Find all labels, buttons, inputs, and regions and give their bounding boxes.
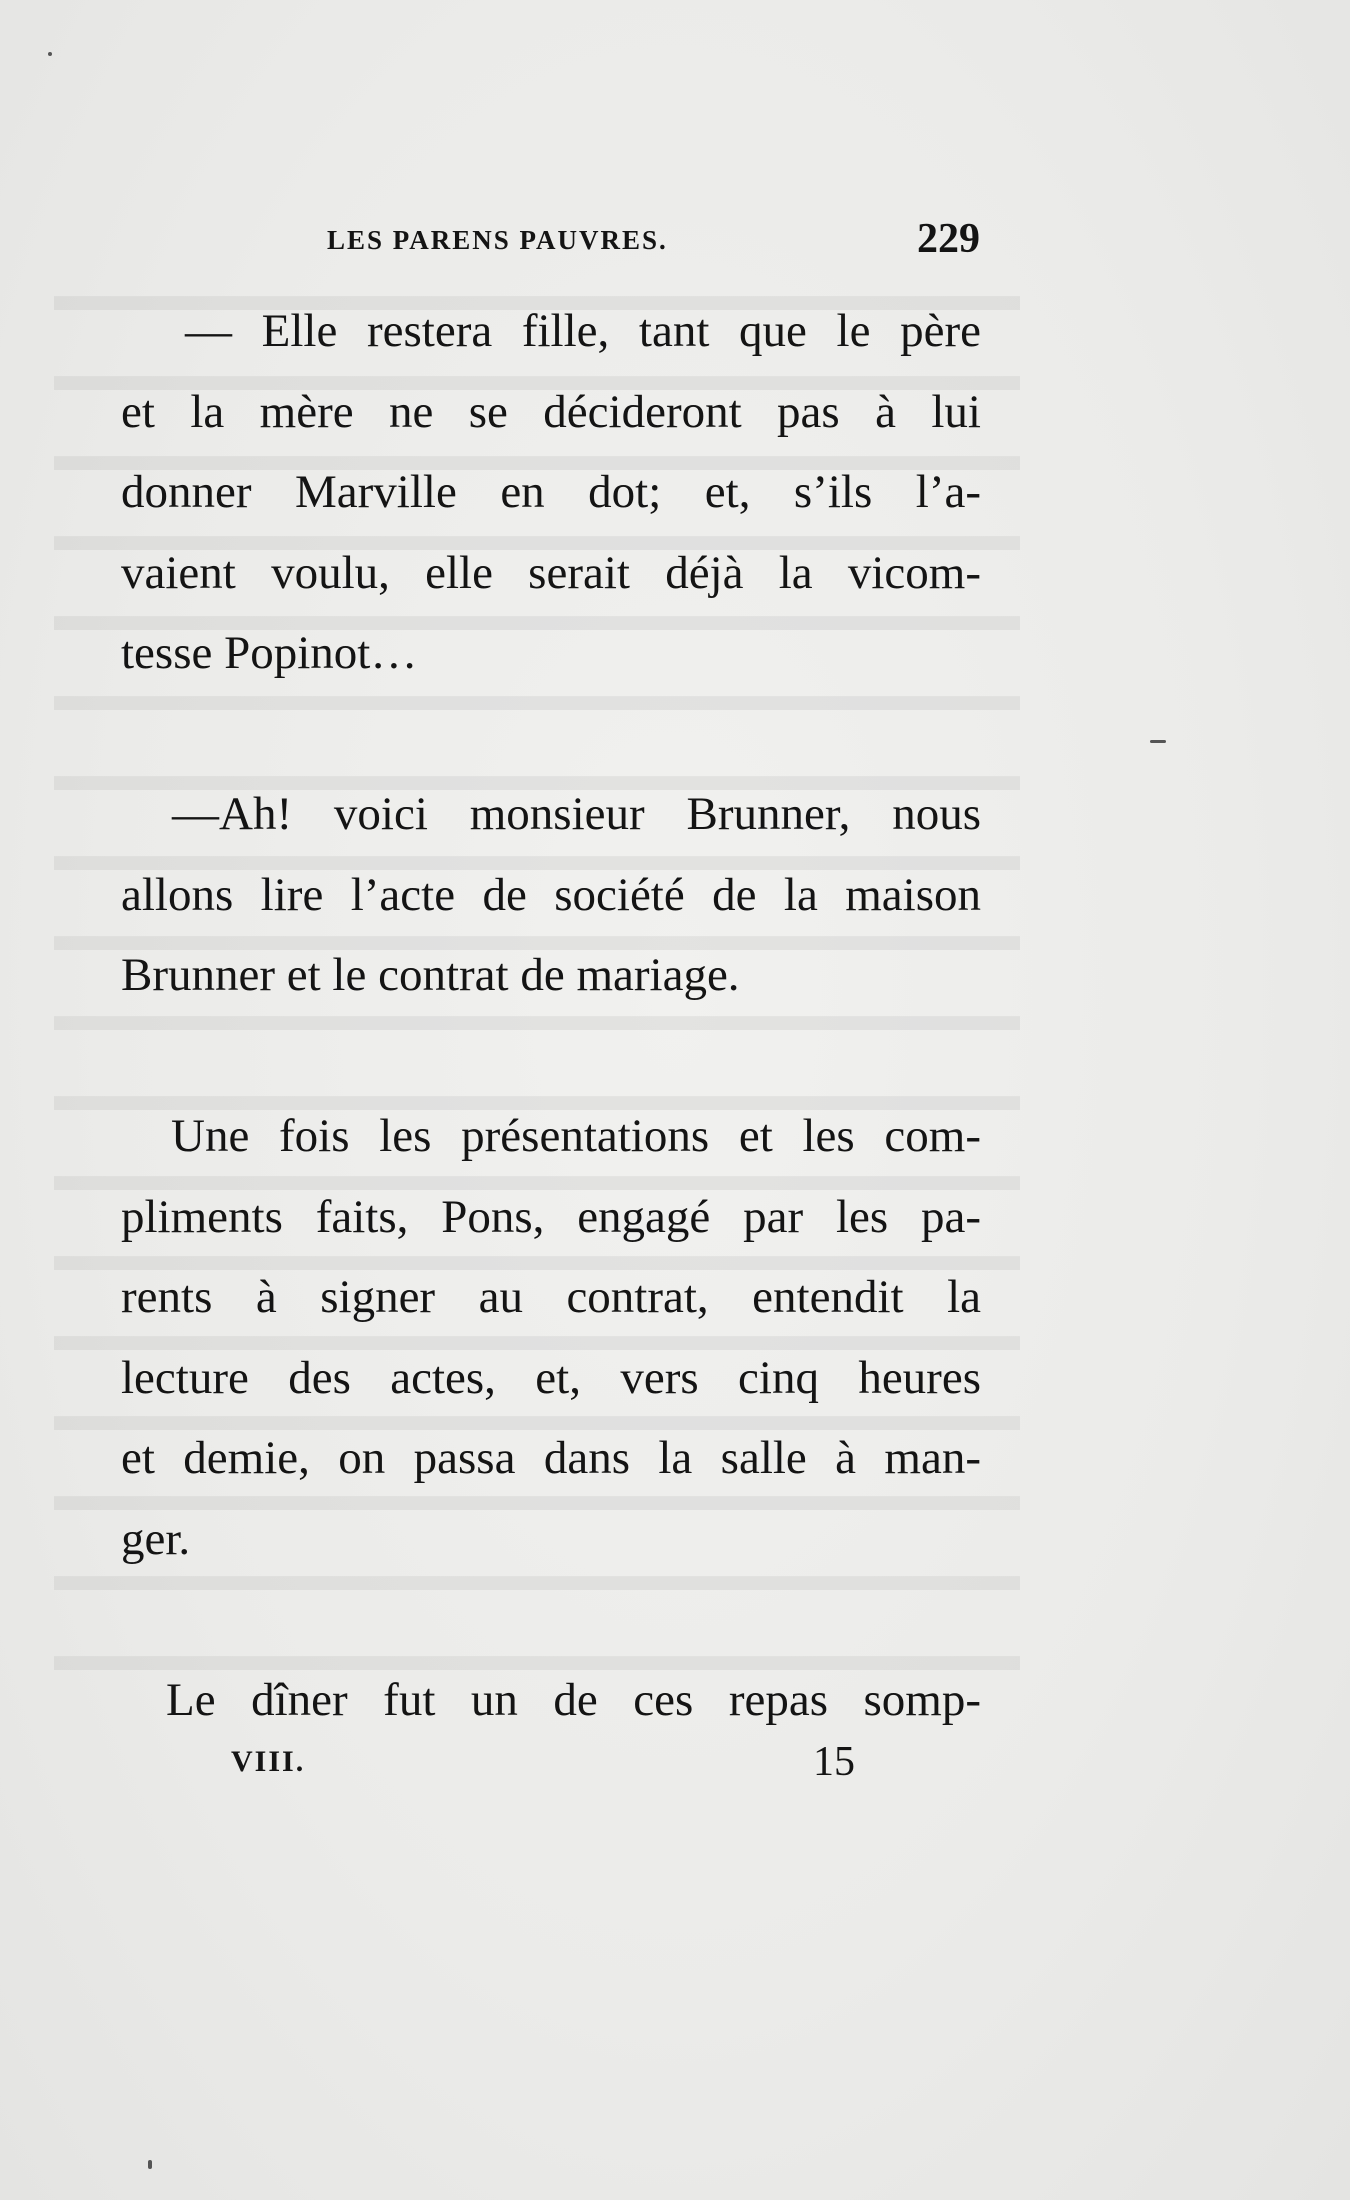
paragraph-gap <box>121 694 981 775</box>
paper-speck <box>48 52 52 56</box>
text-line: et demie, on passa dans la salle à man- <box>121 1432 981 1484</box>
gathering-number: 15 <box>813 1739 855 1785</box>
text-line: — Elle restera fille, tant que le père <box>185 305 981 357</box>
show-through-texture: ▬▬▬▬▬▬▬▬▬▬▬▬▬▬▬▬▬▬▬▬▬ ▬▬▬▬▬▬▬▬▬▬▬▬▬▬▬▬▬▬▬▬▬ ▬▬▬▬▬▬▬▬▬▬▬▬▬▬▬▬▬▬▬▬▬ ▬▬▬▬▬▬▬▬▬▬▬▬▬▬▬▬▬▬▬▬▬ ▬▬▬▬▬▬▬▬▬▬▬▬▬▬▬▬▬▬▬▬▬ ▬▬▬▬▬▬▬▬▬▬▬▬▬▬▬▬▬▬▬▬▬ ▬▬▬▬▬▬▬▬▬▬▬▬▬▬▬▬▬▬▬▬▬ ▬▬▬▬▬▬▬▬▬▬▬▬▬▬▬▬▬▬▬▬▬ ▬▬▬▬▬▬▬▬▬▬▬▬▬▬▬▬▬▬▬▬▬ ▬▬▬▬▬▬▬▬▬▬▬▬▬▬▬▬▬▬▬▬▬ ▬▬▬▬▬▬▬▬▬▬▬▬▬▬▬▬▬▬▬▬▬ ▬▬▬▬▬▬▬▬▬▬▬▬▬▬▬▬▬▬▬▬▬ ▬▬▬▬▬▬▬▬▬▬▬▬▬▬▬▬▬▬▬▬▬ ▬▬▬▬▬▬▬▬▬▬▬▬▬▬▬▬▬▬▬▬▬ ▬▬▬▬▬▬▬▬▬▬▬▬▬▬▬▬▬▬▬▬▬ ▬▬▬▬▬▬▬▬▬▬▬▬▬▬▬▬▬▬▬▬▬ ▬▬▬▬▬▬▬▬▬▬▬▬▬▬▬▬▬▬▬▬▬ ▬▬▬▬▬▬▬▬▬▬▬▬▬▬▬▬▬▬▬▬▬ <box>54 269 1020 1680</box>
text-line: lecture des actes, et, vers cinq heures <box>121 1351 981 1404</box>
text-line: et la mère ne se décideront pas à lui <box>121 385 981 438</box>
page-number: 229 <box>917 216 980 262</box>
page-header <box>120 215 980 265</box>
text-line: —Ah! voici monsieur Brunner, nous <box>172 788 981 840</box>
body-text <box>121 291 981 1740</box>
paragraph-gap <box>121 1016 981 1097</box>
paper-speck <box>1150 740 1166 743</box>
text-line: rents à signer au contrat, entendit la <box>121 1271 981 1323</box>
paper-speck <box>148 2160 152 2169</box>
signature-mark: VIII. <box>231 1745 306 1778</box>
text-line: Une fois les présentations et les com- <box>171 1110 981 1162</box>
text-line: allons lire l’acte de société de la maison <box>121 868 981 921</box>
running-title: LES PARENS PAUVRES. <box>327 225 668 255</box>
text-line: Brunner et le contrat de mariage. <box>121 949 740 1001</box>
paragraph-gap <box>121 1579 981 1660</box>
text-line: pliments faits, Pons, engagé par les pa- <box>121 1190 981 1243</box>
text-line: vaient voulu, elle serait déjà la vicom- <box>121 546 981 599</box>
text-line: Le dîner fut un de ces repas somp- <box>166 1673 981 1726</box>
text-line: tesse Popinot… <box>121 627 418 679</box>
text-line: donner Marville en dot; et, s’ils l’a- <box>121 466 981 518</box>
text-line: ger. <box>121 1512 191 1565</box>
